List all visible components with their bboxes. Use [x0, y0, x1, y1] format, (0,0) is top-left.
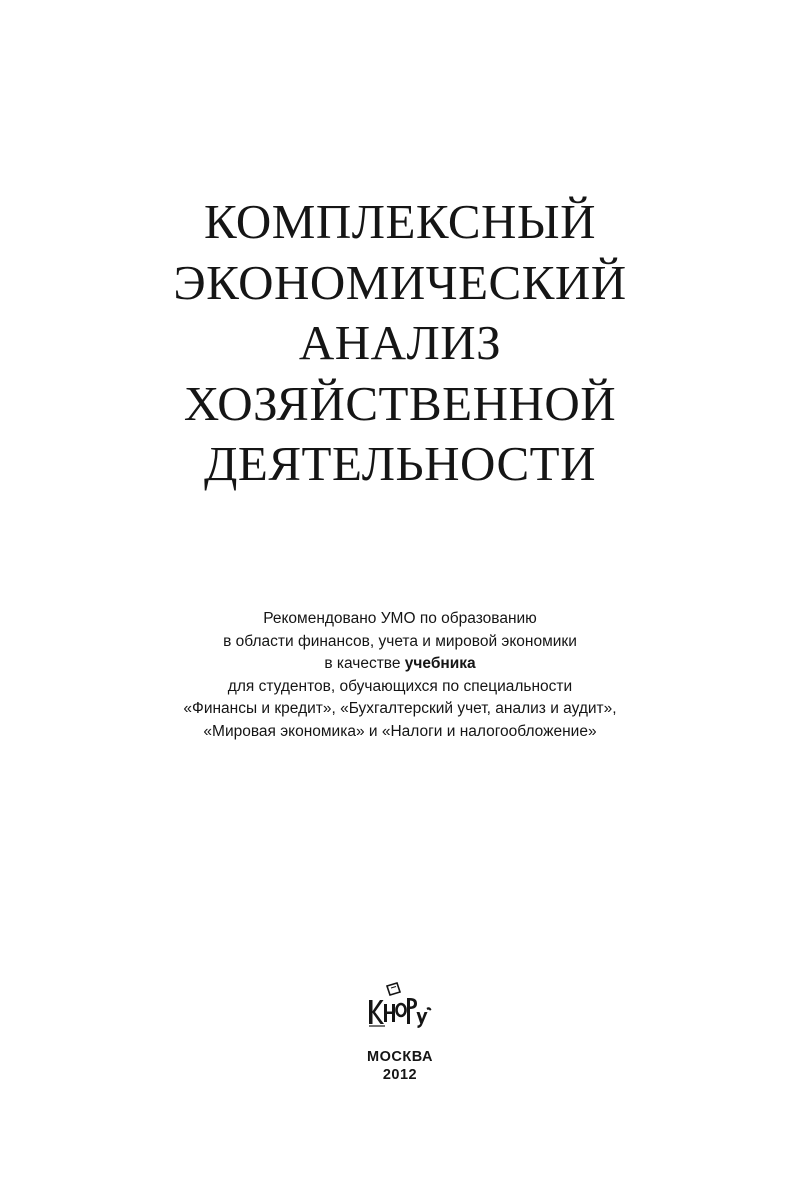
title-line-4: ХОЗЯЙСТВЕННОЙ	[183, 375, 617, 431]
recommendation-line-2: в области финансов, учета и мировой экономики	[223, 632, 577, 650]
recommendation-line-6: «Мировая экономика» и «Налоги и налогообложение»	[203, 722, 597, 740]
recommendation-line-1: Рекомендовано УМО по образованию	[263, 610, 537, 627]
publisher-city: МОСКВА	[367, 1049, 433, 1065]
textbook-emphasis: учебника	[404, 655, 476, 672]
recommendation-line-4: для студентов, обучающихся по специальности	[227, 677, 573, 695]
recommendation-line-3-prefix: в качестве	[324, 655, 405, 672]
publisher-block	[0, 982, 800, 1084]
title-line-1: КОМПЛЕКСНЫЙ	[203, 194, 597, 249]
book-title	[0, 192, 800, 495]
title-line-3: АНАЛИЗ	[298, 315, 502, 370]
publication-year: 2012	[382, 1067, 418, 1083]
recommendation-text	[0, 608, 800, 743]
recommendation-line-3	[0, 653, 800, 676]
recommendation-line-5: «Финансы и кредит», «Бухгалтерский учет, анализ и аудит»,	[183, 700, 617, 717]
title-line-5: ДЕЯТЕЛЬНОСТИ	[204, 436, 596, 491]
title-line-2: ЭКОНОМИЧЕСКИЙ	[173, 254, 627, 310]
knorus-logo-icon	[367, 982, 433, 1036]
